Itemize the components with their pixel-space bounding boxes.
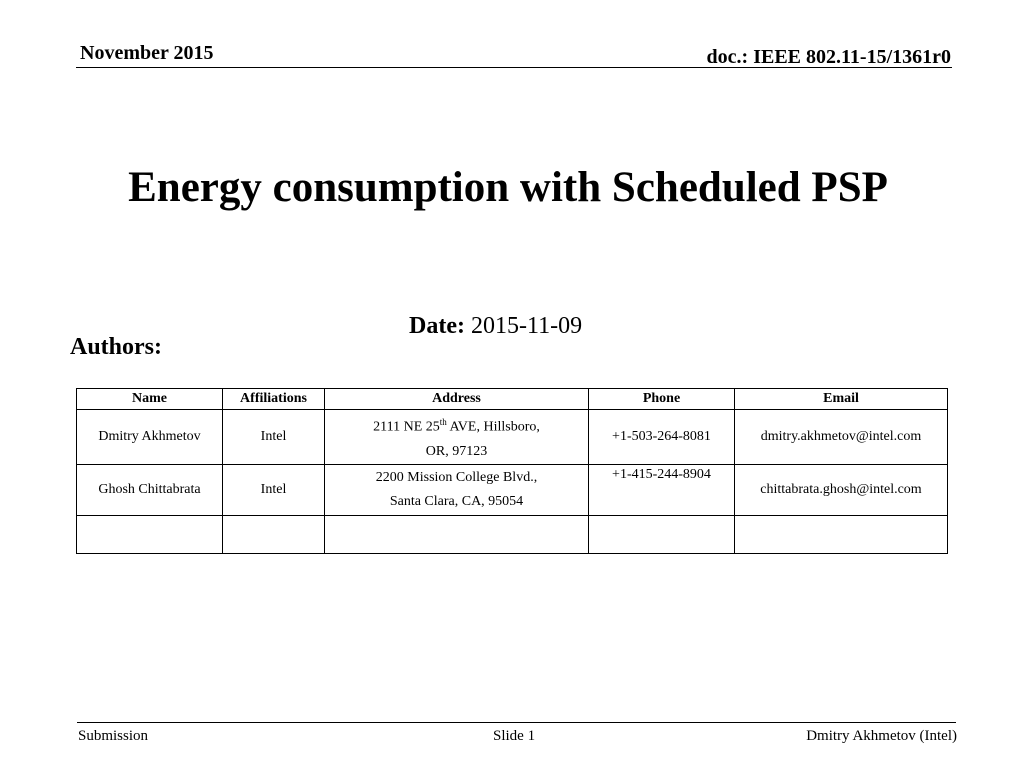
authors-heading: Authors: (70, 334, 163, 360)
empty-cell (223, 515, 325, 553)
footer-divider (77, 722, 956, 723)
header-email: Email (735, 389, 948, 410)
author-address (325, 410, 589, 465)
table-row-empty (77, 515, 948, 553)
address-line-2: OR, 97123 (425, 443, 488, 459)
author-phone: +1-503-264-8081 (589, 410, 735, 465)
date-value: 2015-11-09 (470, 313, 583, 339)
author-affiliation: Intel (223, 464, 325, 515)
header-date: November 2015 (80, 42, 214, 64)
header-doc-id: doc.: IEEE 802.11-15/1361r0 (706, 46, 951, 68)
slide-date (409, 313, 582, 340)
footer-slide-number: Slide 1 (493, 728, 536, 744)
address-line-1: 2200 Mission College Blvd., (375, 469, 538, 485)
address-line-1: 2111 NE 25th AVE, Hillsboro, (373, 417, 540, 435)
footer-author: Dmitry Akhmetov (Intel) (806, 728, 957, 744)
empty-cell (77, 515, 223, 553)
author-address (325, 464, 589, 515)
date-label: Date: (409, 313, 465, 339)
empty-cell (325, 515, 589, 553)
author-name: Ghosh Chittabrata (77, 464, 223, 515)
author-email: dmitry.akhmetov@intel.com (735, 410, 948, 465)
table-row (77, 464, 948, 515)
author-affiliation: Intel (223, 410, 325, 465)
empty-cell (589, 515, 735, 553)
address-line-2: Santa Clara, CA, 95054 (389, 493, 524, 509)
footer-submission: Submission (78, 728, 149, 744)
table-row (77, 410, 948, 465)
table-header-row (77, 389, 948, 410)
header-affiliations: Affiliations (223, 389, 325, 410)
header-address: Address (325, 389, 589, 410)
header-divider (76, 67, 952, 68)
header-phone: Phone (589, 389, 735, 410)
author-name: Dmitry Akhmetov (77, 410, 223, 465)
authors-table (76, 388, 948, 554)
author-phone: +1-415-244-8904 (589, 464, 735, 515)
slide-title: Energy consumption with Scheduled PSP (128, 164, 888, 211)
empty-cell (735, 515, 948, 553)
header-name: Name (77, 389, 223, 410)
author-email: chittabrata.ghosh@intel.com (735, 464, 948, 515)
